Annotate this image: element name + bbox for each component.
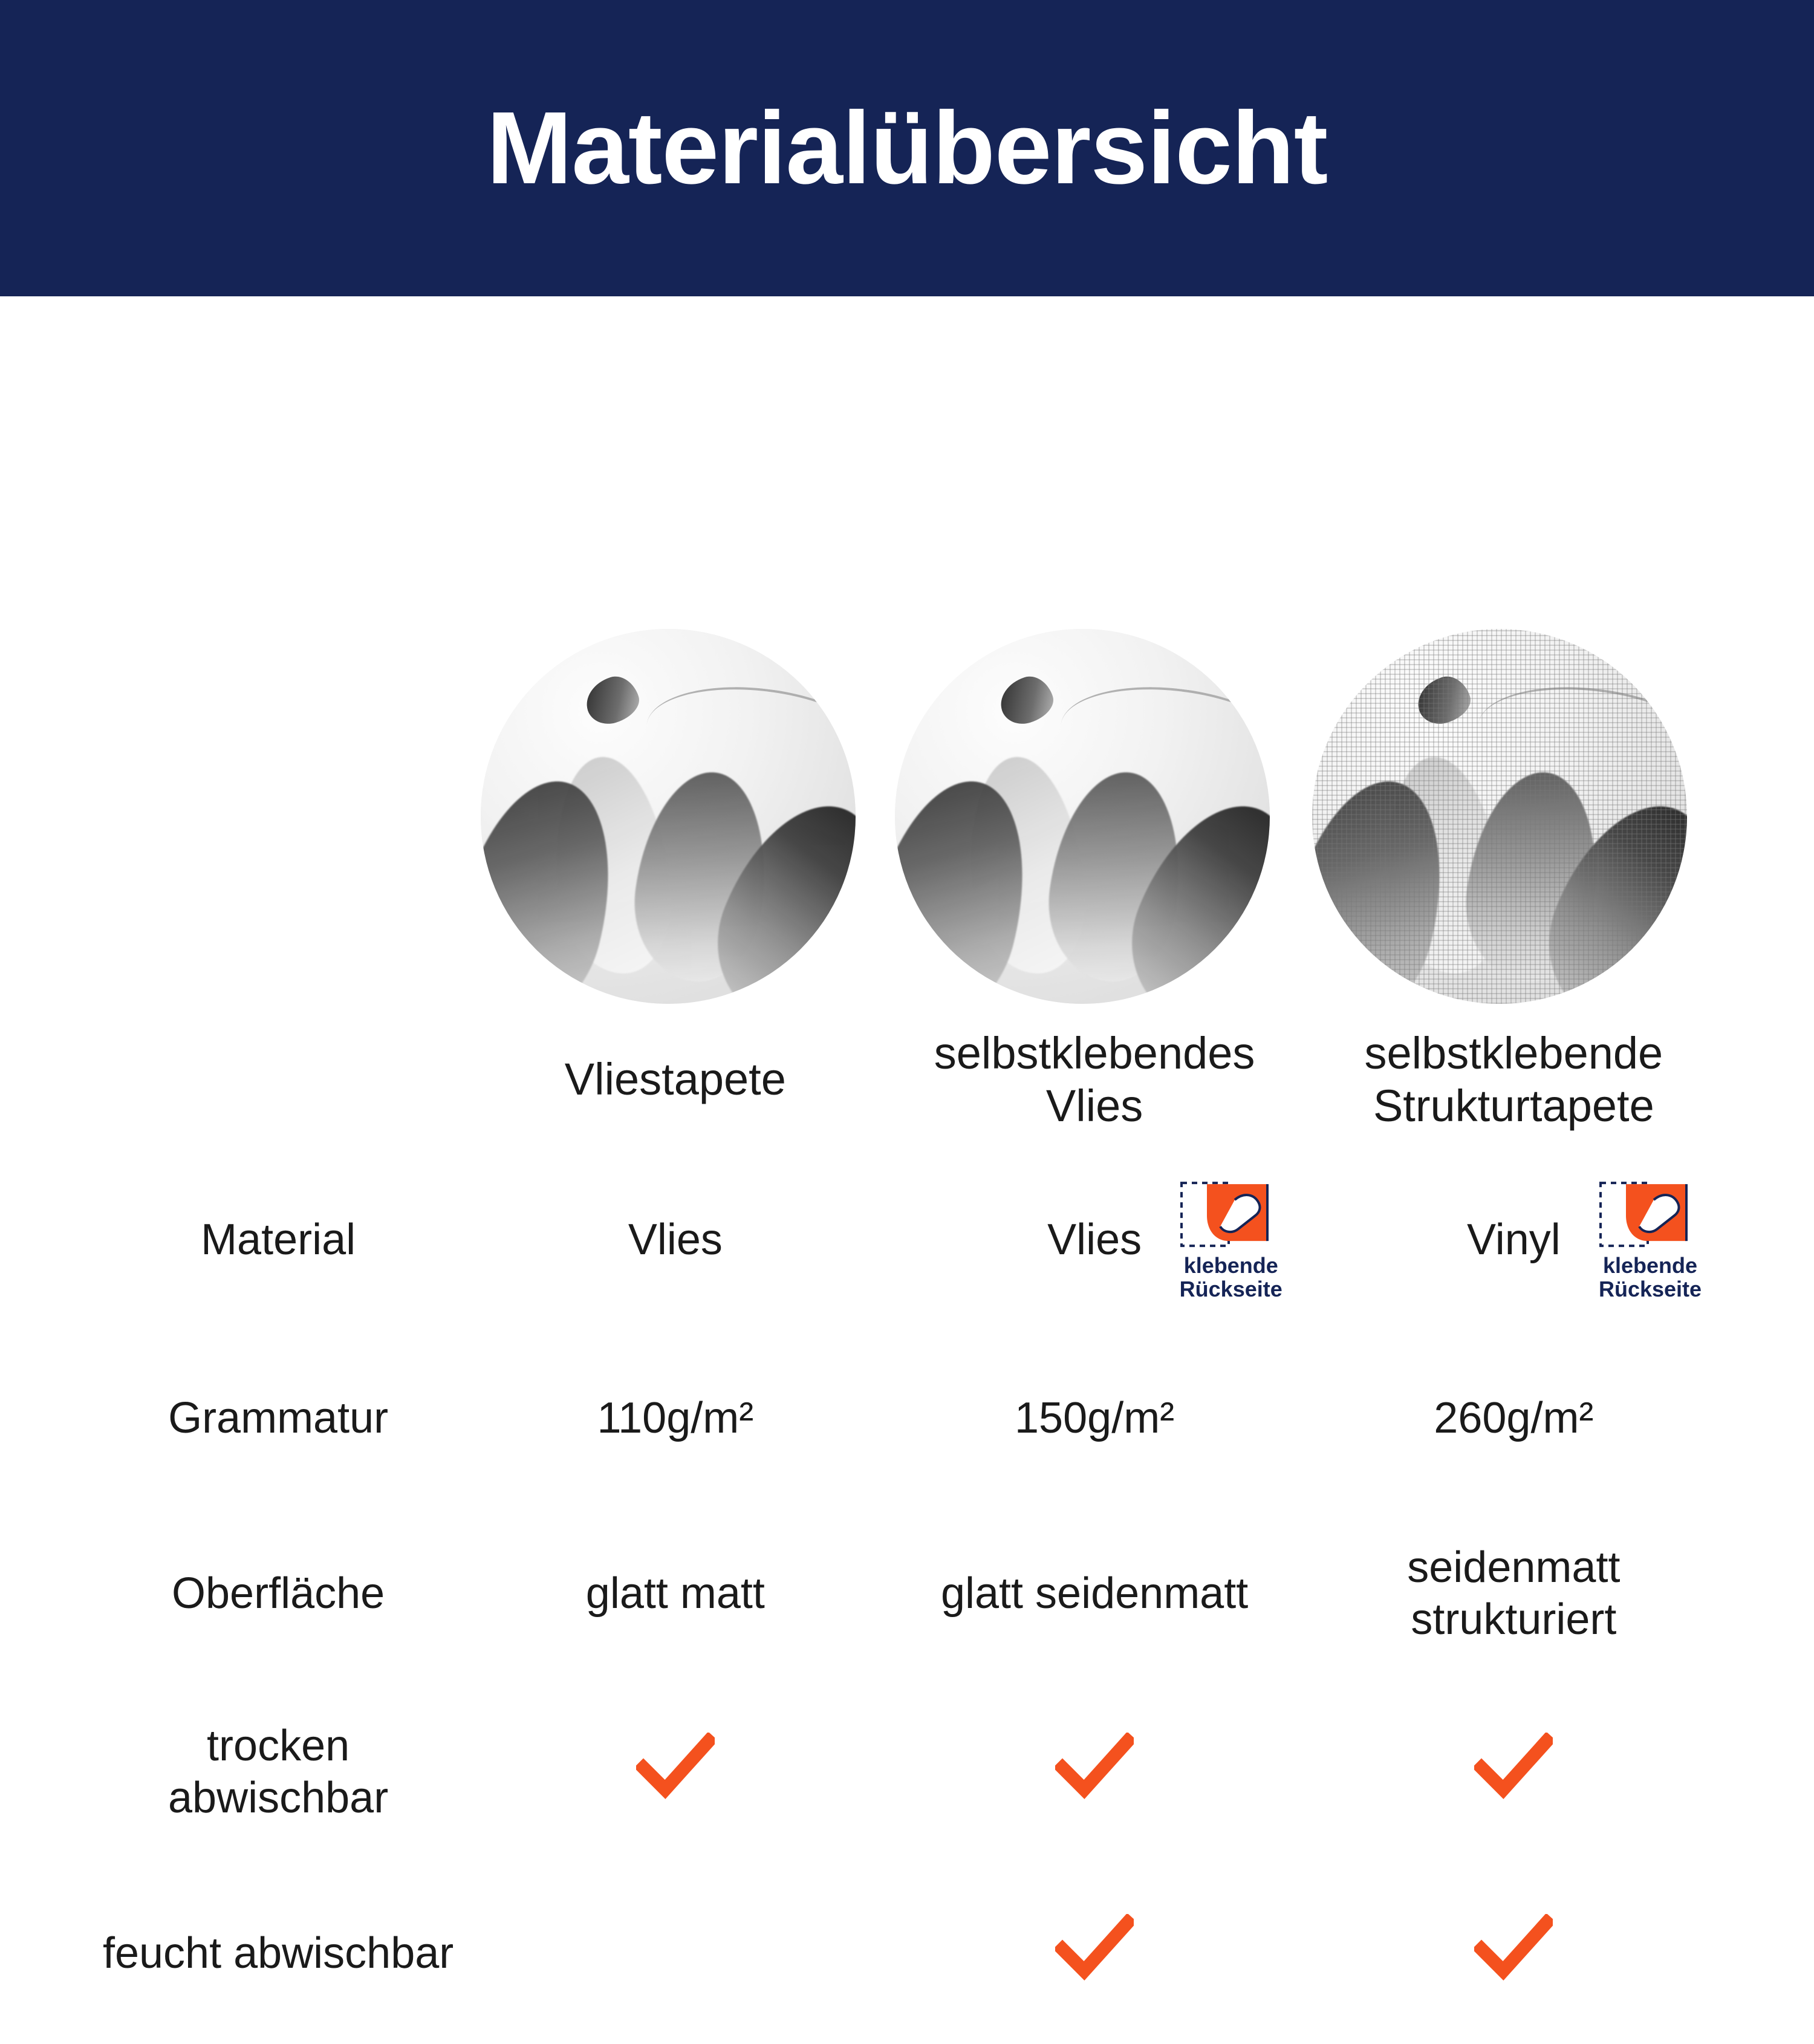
check-icon [1474, 1733, 1553, 1799]
swatch-selbstklebende-strukturtapete [1312, 629, 1687, 1004]
header-cell-selbstklebende-strukturtapete: selbstklebende Strukturtapete [1364, 1027, 1663, 1131]
butterfly-speck [1411, 671, 1475, 730]
cell-feucht-selbstklebendes-vlies [885, 1863, 1304, 2044]
check-icon [636, 1733, 715, 1799]
cell-material-vliestapete: Vlies [628, 1215, 723, 1264]
table-header-row [91, 1010, 1723, 1149]
cell-grammatur-selbstklebendes-vlies: 150g/m² [1015, 1393, 1175, 1442]
badge-line-1: klebende [1183, 1253, 1278, 1278]
material-comparison-table [91, 1010, 1723, 2044]
swatch-selbstklebendes-vlies [895, 629, 1270, 1004]
row-label-oberflaeche: Oberfläche [172, 1569, 385, 1618]
row-label-material: Material [201, 1215, 356, 1264]
quill-line [1055, 675, 1270, 802]
table-row [91, 1863, 1723, 2044]
row-label-feucht-abwischbar: feucht abwischbar [102, 1928, 454, 1977]
row-label-grammatur: Grammatur [168, 1393, 389, 1442]
badge-line-1: klebende [1602, 1253, 1698, 1278]
check-icon [1055, 1733, 1134, 1799]
swatch-row [0, 321, 1814, 720]
cell-trocken-vliestapete [466, 1681, 885, 1863]
cell-trocken-selbstklebende-strukturtapete [1304, 1681, 1723, 1863]
check-icon [1055, 1914, 1134, 1981]
cell-oberflaeche-vliestapete: glatt matt [585, 1569, 765, 1618]
header-cell-vliestapete: Vliestapete [564, 1054, 786, 1105]
quill-line [640, 675, 856, 802]
cell-grammatur-selbstklebende-strukturtapete: 260g/m² [1434, 1393, 1594, 1442]
swatch-vliestapete [481, 629, 856, 1004]
cell-material-selbstklebende-strukturtapete [1304, 1149, 1723, 1330]
header-cell-empty [91, 1010, 466, 1149]
cell-material-selbstklebendes-vlies [885, 1149, 1304, 1330]
quill-line [1472, 675, 1687, 802]
badge-line-2: Rückseite [1179, 1277, 1282, 1301]
cell-oberflaeche-selbstklebendes-vlies: glatt seidenmatt [940, 1569, 1249, 1618]
table-row [91, 1149, 1723, 1330]
adhesive-backing-badge [1162, 1178, 1301, 1301]
cell-feucht-selbstklebende-strukturtapete [1304, 1863, 1723, 2044]
butterfly-speck [994, 671, 1058, 730]
cell-grammatur-vliestapete: 110g/m² [597, 1393, 754, 1442]
cell-oberflaeche-selbstklebende-strukturtapete: seidenmatt strukturiert [1407, 1543, 1621, 1644]
page-header [0, 0, 1814, 296]
page-title: Materialübersicht [486, 91, 1328, 206]
badge-line-2: Rückseite [1598, 1277, 1702, 1301]
table-row [91, 1506, 1723, 1681]
adhesive-backing-icon [1596, 1178, 1705, 1251]
butterfly-speck [580, 671, 644, 730]
table-row [91, 1681, 1723, 1863]
adhesive-backing-icon [1177, 1178, 1286, 1251]
header-cell-selbstklebendes-vlies: selbstklebendes Vlies [934, 1027, 1255, 1131]
cell-value: Vinyl [1466, 1215, 1561, 1264]
adhesive-backing-badge [1581, 1178, 1720, 1301]
table-row [91, 1330, 1723, 1506]
cell-trocken-selbstklebendes-vlies [885, 1681, 1304, 1863]
material-overview-sheet [0, 296, 1814, 1977]
row-label-trocken-abwischbar: trocken abwischbar [168, 1721, 389, 1822]
cell-feucht-vliestapete [466, 1863, 885, 2044]
cell-value: Vlies [1047, 1215, 1142, 1264]
check-icon [1474, 1914, 1553, 1981]
